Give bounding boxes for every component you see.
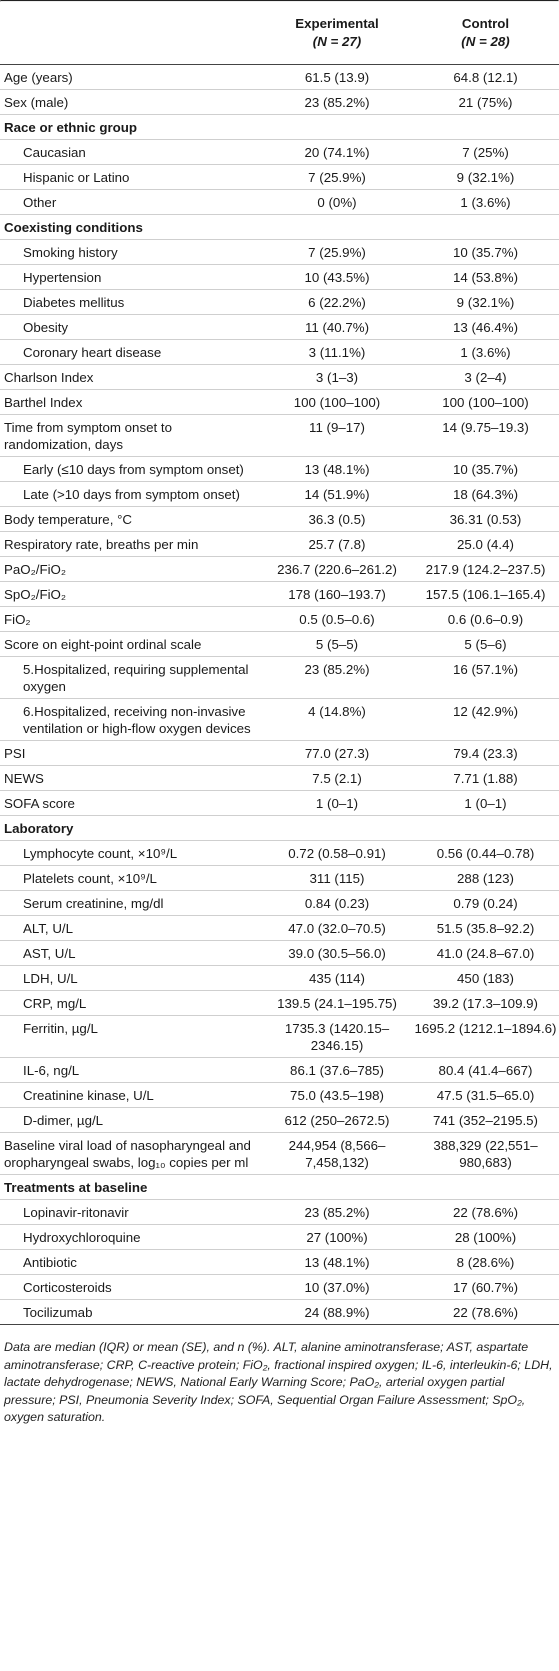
table-row: [0, 1275, 559, 1300]
row-label: Other: [23, 195, 57, 210]
experimental-value: 7 (25.9%): [308, 245, 366, 260]
experimental-value: 0.72 (0.58–0.91): [288, 846, 386, 861]
experimental-value: 11 (40.7%): [304, 320, 370, 335]
row-label: Barthel Index: [4, 395, 83, 410]
control-value: 8 (28.6%): [456, 1255, 515, 1270]
row-label: Body temperature, °C: [4, 512, 133, 527]
table-row: [0, 140, 559, 165]
experimental-value: 4 (14.8%): [308, 704, 366, 719]
control-value: 388,329 (22,551–980,683): [433, 1138, 538, 1170]
experimental-value: 75.0 (43.5–198): [290, 1088, 384, 1103]
row-label: Lymphocyte count, ×10⁹/L: [23, 846, 178, 861]
header-experimental-name: Experimental: [295, 16, 379, 31]
table-row: [0, 1108, 559, 1133]
row-label: SpO₂/FiO₂: [4, 587, 67, 602]
experimental-value: 6 (22.2%): [308, 295, 366, 310]
experimental-value: 39.0 (30.5–56.0): [288, 946, 386, 961]
row-label: Obesity: [23, 320, 69, 335]
control-value: 450 (183): [457, 971, 514, 986]
table-row: [0, 457, 559, 482]
table-row: [0, 557, 559, 582]
table-row: [0, 891, 559, 916]
table-row: [0, 190, 559, 215]
control-value: 36.31 (0.53): [449, 512, 522, 527]
table-row: [0, 1225, 559, 1250]
experimental-value: 23 (85.2%): [304, 95, 370, 110]
control-value: 7.71 (1.88): [453, 771, 518, 786]
control-value: 1 (3.6%): [460, 195, 511, 210]
table-row: [0, 916, 559, 941]
experimental-value: 1 (0–1): [315, 796, 359, 811]
control-value: 51.5 (35.8–92.2): [436, 921, 535, 936]
control-value: [412, 1175, 559, 1200]
control-value: 80.4 (41.4–667): [438, 1063, 533, 1078]
table-row: [0, 766, 559, 791]
table-row: [0, 582, 559, 607]
table-row: [0, 365, 559, 390]
control-value: [412, 115, 559, 140]
section-label: Laboratory: [4, 821, 74, 836]
section-header-row: [0, 1175, 559, 1200]
experimental-value: 3 (1–3): [315, 370, 359, 385]
control-value: 64.8 (12.1): [453, 70, 518, 85]
row-label: Charlson Index: [4, 370, 94, 385]
row-label: PaO₂/FiO₂: [4, 562, 67, 577]
row-label: Platelets count, ×10⁹/L: [23, 871, 157, 886]
table-row: [0, 90, 559, 115]
control-value: 17 (60.7%): [452, 1280, 519, 1295]
control-value: 288 (123): [457, 871, 514, 886]
header-variable: [0, 2, 262, 65]
table-row: [0, 1133, 559, 1175]
control-value: 0.6 (0.6–0.9): [447, 612, 524, 627]
row-label: Hypertension: [23, 270, 102, 285]
header-control: [412, 2, 559, 65]
table-header: [0, 2, 559, 65]
experimental-value: 13 (48.1%): [304, 1255, 370, 1270]
table-row: [0, 791, 559, 816]
experimental-value: 236.7 (220.6–261.2): [277, 562, 397, 577]
row-label: Hispanic or Latino: [23, 170, 130, 185]
row-label: SOFA score: [4, 796, 75, 811]
experimental-value: 0.5 (0.5–0.6): [299, 612, 375, 627]
experimental-value: 14 (51.9%): [304, 487, 370, 502]
row-label: Antibiotic: [23, 1255, 77, 1270]
row-label: Sex (male): [4, 95, 69, 110]
experimental-value: [262, 816, 412, 841]
experimental-value: 25.7 (7.8): [308, 537, 366, 552]
section-header-row: [0, 215, 559, 240]
experimental-value: 3 (11.1%): [308, 345, 366, 360]
control-value: [412, 816, 559, 841]
control-value: 14 (53.8%): [452, 270, 519, 285]
experimental-value: 77.0 (27.3): [304, 746, 370, 761]
table-row: [0, 507, 559, 532]
row-label: Score on eight-point ordinal scale: [4, 637, 202, 652]
control-value: 47.5 (31.5–65.0): [436, 1088, 535, 1103]
table-row: [0, 390, 559, 415]
section-header-row: [0, 816, 559, 841]
experimental-value: 5 (5–5): [315, 637, 359, 652]
table-row: [0, 741, 559, 766]
control-value: 18 (64.3%): [452, 487, 519, 502]
header-control-name: Control: [461, 16, 510, 31]
control-value: 5 (5–6): [464, 637, 507, 652]
row-label: 6.Hospitalized, receiving non-invasive ventilation or high-flow oxygen devices: [23, 704, 251, 736]
table-row: [0, 607, 559, 632]
experimental-value: 47.0 (32.0–70.5): [288, 921, 386, 936]
control-value: 100 (100–100): [442, 395, 529, 410]
table-row: [0, 657, 559, 699]
row-label: Respiratory rate, breaths per min: [4, 537, 199, 552]
experimental-value: [262, 115, 412, 140]
experimental-value: [262, 215, 412, 240]
control-value: 157.5 (106.1–165.4): [425, 587, 546, 602]
control-value: 9 (32.1%): [456, 170, 515, 185]
row-label: ALT, U/L: [23, 921, 74, 936]
table-body: [0, 65, 559, 1325]
table-row: [0, 699, 559, 741]
experimental-value: 86.1 (37.6–785): [290, 1063, 384, 1078]
control-value: 25.0 (4.4): [457, 537, 514, 552]
experimental-value: 24 (88.9%): [304, 1305, 370, 1320]
table-footnote: Data are median (IQR) or mean (SE), and n (%). ALT, alanine aminotransferase; AST, aspartate aminotransferase; CRP, C-reactive protein; FiO₂, fractional inspired oxygen; IL-6, interleukin-6; LDH, lactate dehydrogenase; NEWS, National Early Warning Score; PaO₂, arterial oxygen partial pressure; PSI, Pneumonia Severity Index; SOFA, Sequential Organ Failure Assessment; SpO₂, oxygen saturation.: [4, 1340, 553, 1424]
experimental-value: 7 (25.9%): [308, 170, 366, 185]
table-row: [0, 482, 559, 507]
row-label: Hydroxychloroquine: [23, 1230, 141, 1245]
control-value: 0.79 (0.24): [453, 896, 518, 911]
row-label: Time from symptom onset to randomization, days: [4, 420, 172, 452]
control-value: 741 (352–2195.5): [433, 1113, 538, 1128]
row-label: Late (>10 days from symptom onset): [23, 487, 240, 502]
table-row: [0, 532, 559, 557]
row-label: Baseline viral load of nasopharyngeal and oropharyngeal swabs, log₁₀ copies per ml: [4, 1138, 251, 1170]
experimental-value: 178 (160–193.7): [288, 587, 386, 602]
experimental-value: 311 (115): [309, 871, 365, 886]
experimental-value: 139.5 (24.1–195.75): [277, 996, 397, 1011]
control-value: 41.0 (24.8–67.0): [436, 946, 535, 961]
experimental-value: 23 (85.2%): [304, 1205, 370, 1220]
experimental-value: [262, 1175, 412, 1200]
table-row: [0, 1300, 559, 1325]
section-header-row: [0, 115, 559, 140]
header-experimental: [262, 2, 412, 65]
row-label: IL-6, ng/L: [23, 1063, 80, 1078]
control-value: 12 (42.9%): [452, 704, 519, 719]
control-value: 22 (78.6%): [452, 1305, 519, 1320]
table-row: [0, 1250, 559, 1275]
control-value: 1 (0–1): [464, 796, 507, 811]
table-row: [0, 165, 559, 190]
control-value: 16 (57.1%): [452, 662, 519, 677]
table-row: [0, 65, 559, 90]
baseline-table: [0, 2, 559, 1325]
table-row: [0, 340, 559, 365]
table-row: [0, 991, 559, 1016]
experimental-value: 36.3 (0.5): [308, 512, 366, 527]
control-value: 14 (9.75–19.3): [442, 420, 529, 435]
row-label: FiO₂: [4, 612, 31, 627]
control-value: 21 (75%): [458, 95, 513, 110]
table-row: [0, 941, 559, 966]
table-row: [0, 290, 559, 315]
table-row: [0, 315, 559, 340]
table-row: [0, 866, 559, 891]
experimental-value: 23 (85.2%): [304, 662, 370, 677]
control-value: 0.56 (0.44–0.78): [436, 846, 535, 861]
experimental-value: 0 (0%): [317, 195, 357, 210]
control-value: [412, 215, 559, 240]
experimental-value: 10 (37.0%): [304, 1280, 370, 1295]
row-label: Serum creatinine, mg/dl: [23, 896, 164, 911]
table-row: [0, 1016, 559, 1058]
experimental-value: 13 (48.1%): [304, 462, 370, 477]
control-value: 217.9 (124.2–237.5): [425, 562, 546, 577]
row-label: Early (≤10 days from symptom onset): [23, 462, 244, 477]
table-row: [0, 1058, 559, 1083]
table-row: [0, 1200, 559, 1225]
control-value: 13 (46.4%): [452, 320, 519, 335]
table-row: [0, 265, 559, 290]
table-row: [0, 966, 559, 991]
experimental-value: 612 (250–2672.5): [284, 1113, 390, 1128]
experimental-value: 244,954 (8,566–7,458,132): [288, 1138, 386, 1170]
row-label: Smoking history: [23, 245, 118, 260]
row-label: Corticosteroids: [23, 1280, 112, 1295]
header-control-n: (N = 28): [461, 34, 510, 49]
experimental-value: 61.5 (13.9): [304, 70, 370, 85]
section-label: Coexisting conditions: [4, 220, 143, 235]
row-label: Tocilizumab: [23, 1305, 93, 1320]
table-row: [0, 632, 559, 657]
experimental-value: 0.84 (0.23): [304, 896, 370, 911]
row-label: Coronary heart disease: [23, 345, 162, 360]
control-value: 10 (35.7%): [452, 245, 519, 260]
table-row: [0, 415, 559, 457]
section-label: Race or ethnic group: [4, 120, 137, 135]
row-label: Creatinine kinase, U/L: [23, 1088, 154, 1103]
row-label: Lopinavir-ritonavir: [23, 1205, 129, 1220]
control-value: 39.2 (17.3–109.9): [433, 996, 538, 1011]
table-row: [0, 240, 559, 265]
experimental-value: 27 (100%): [306, 1230, 368, 1245]
control-value: 3 (2–4): [464, 370, 507, 385]
experimental-value: 20 (74.1%): [304, 145, 370, 160]
experimental-value: 1735.3 (1420.15–2346.15): [284, 1021, 390, 1053]
control-value: 1 (3.6%): [460, 345, 511, 360]
experimental-value: 11 (9–17): [309, 420, 365, 435]
row-label: LDH, U/L: [23, 971, 78, 986]
row-label: Ferritin, µg/L: [23, 1021, 98, 1036]
control-value: 28 (100%): [454, 1230, 517, 1245]
row-label: 5.Hospitalized, requiring supplemental oxygen: [23, 662, 249, 694]
control-value: 22 (78.6%): [452, 1205, 519, 1220]
experimental-value: 435 (114): [309, 971, 365, 986]
table-row: [0, 1083, 559, 1108]
row-label: D-dimer, µg/L: [23, 1113, 104, 1128]
experimental-value: 100 (100–100): [293, 395, 381, 410]
row-label: PSI: [4, 746, 26, 761]
row-label: Age (years): [4, 70, 73, 85]
row-label: NEWS: [4, 771, 44, 786]
control-value: 1695.2 (1212.1–1894.6): [414, 1021, 557, 1036]
row-label: Diabetes mellitus: [23, 295, 125, 310]
row-label: AST, U/L: [23, 946, 76, 961]
control-value: 10 (35.7%): [452, 462, 519, 477]
section-label: Treatments at baseline: [4, 1180, 148, 1195]
control-value: 9 (32.1%): [456, 295, 515, 310]
experimental-value: 10 (43.5%): [304, 270, 370, 285]
row-label: Caucasian: [23, 145, 86, 160]
row-label: CRP, mg/L: [23, 996, 87, 1011]
experimental-value: 7.5 (2.1): [312, 771, 362, 786]
control-value: 7 (25%): [462, 145, 509, 160]
control-value: 79.4 (23.3): [453, 746, 518, 761]
header-experimental-n: (N = 27): [312, 34, 362, 49]
table-row: [0, 841, 559, 866]
